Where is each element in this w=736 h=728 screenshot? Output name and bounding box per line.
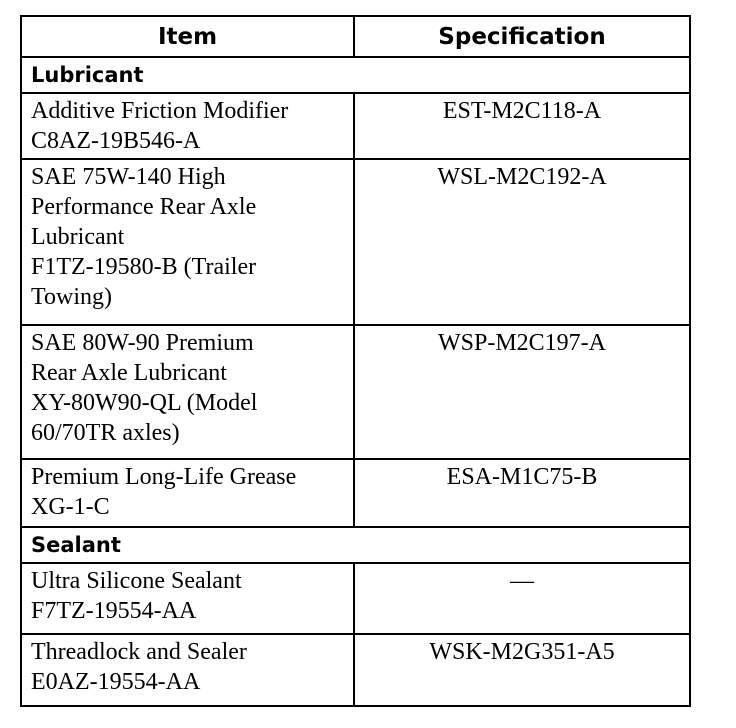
- section-row-lubricant: [21, 57, 690, 93]
- table-row: [21, 325, 690, 459]
- item-line: C8AZ-19B546-A: [31, 128, 201, 154]
- item-line: Ultra Silicone Sealant: [31, 568, 242, 594]
- item-line: Towing): [31, 284, 112, 310]
- item-line: XY-80W90-QL (Model: [31, 390, 258, 416]
- item-line: Threadlock and Sealer: [31, 639, 247, 665]
- item-line: SAE 75W-140 High: [31, 164, 226, 190]
- item-line: Additive Friction Modifier: [31, 98, 289, 124]
- item-line: Lubricant: [31, 224, 125, 250]
- item-line: Rear Axle Lubricant: [31, 360, 227, 386]
- item-line: F1TZ-19580-B (Trailer: [31, 254, 257, 280]
- section-title-lubricant: Lubricant: [21, 57, 690, 93]
- specification-cell: EST-M2C118-A: [354, 93, 690, 159]
- specification-cell: ESA-M1C75-B: [354, 459, 690, 527]
- specification-cell: WSL-M2C192-A: [354, 159, 690, 325]
- specification-cell: —: [354, 563, 690, 634]
- table-row: [21, 159, 690, 325]
- table-row: [21, 93, 690, 159]
- section-row-sealant: [21, 527, 690, 563]
- specification-cell: WSK-M2G351-A5: [354, 634, 690, 706]
- item-cell: [21, 634, 354, 706]
- table-row: [21, 459, 690, 527]
- table-row: [21, 634, 690, 706]
- table-row: [21, 563, 690, 634]
- item-line: F7TZ-19554-AA: [31, 598, 197, 624]
- item-cell: [21, 93, 354, 159]
- header-item: Item: [21, 16, 354, 57]
- item-line: SAE 80W-90 Premium: [31, 330, 254, 356]
- item-cell: [21, 159, 354, 325]
- item-line: Premium Long-Life Grease: [31, 464, 297, 490]
- item-cell: [21, 563, 354, 634]
- header-row: [21, 16, 690, 57]
- specification-cell: WSP-M2C197-A: [354, 325, 690, 459]
- item-line: Performance Rear Axle: [31, 194, 257, 220]
- item-line: XG-1-C: [31, 494, 110, 520]
- item-cell: [21, 459, 354, 527]
- item-cell: [21, 325, 354, 459]
- item-line: E0AZ-19554-AA: [31, 669, 201, 695]
- header-specification: Specification: [354, 16, 690, 57]
- specification-table: [20, 15, 691, 707]
- item-line: 60/70TR axles): [31, 420, 180, 446]
- section-title-sealant: Sealant: [21, 527, 690, 563]
